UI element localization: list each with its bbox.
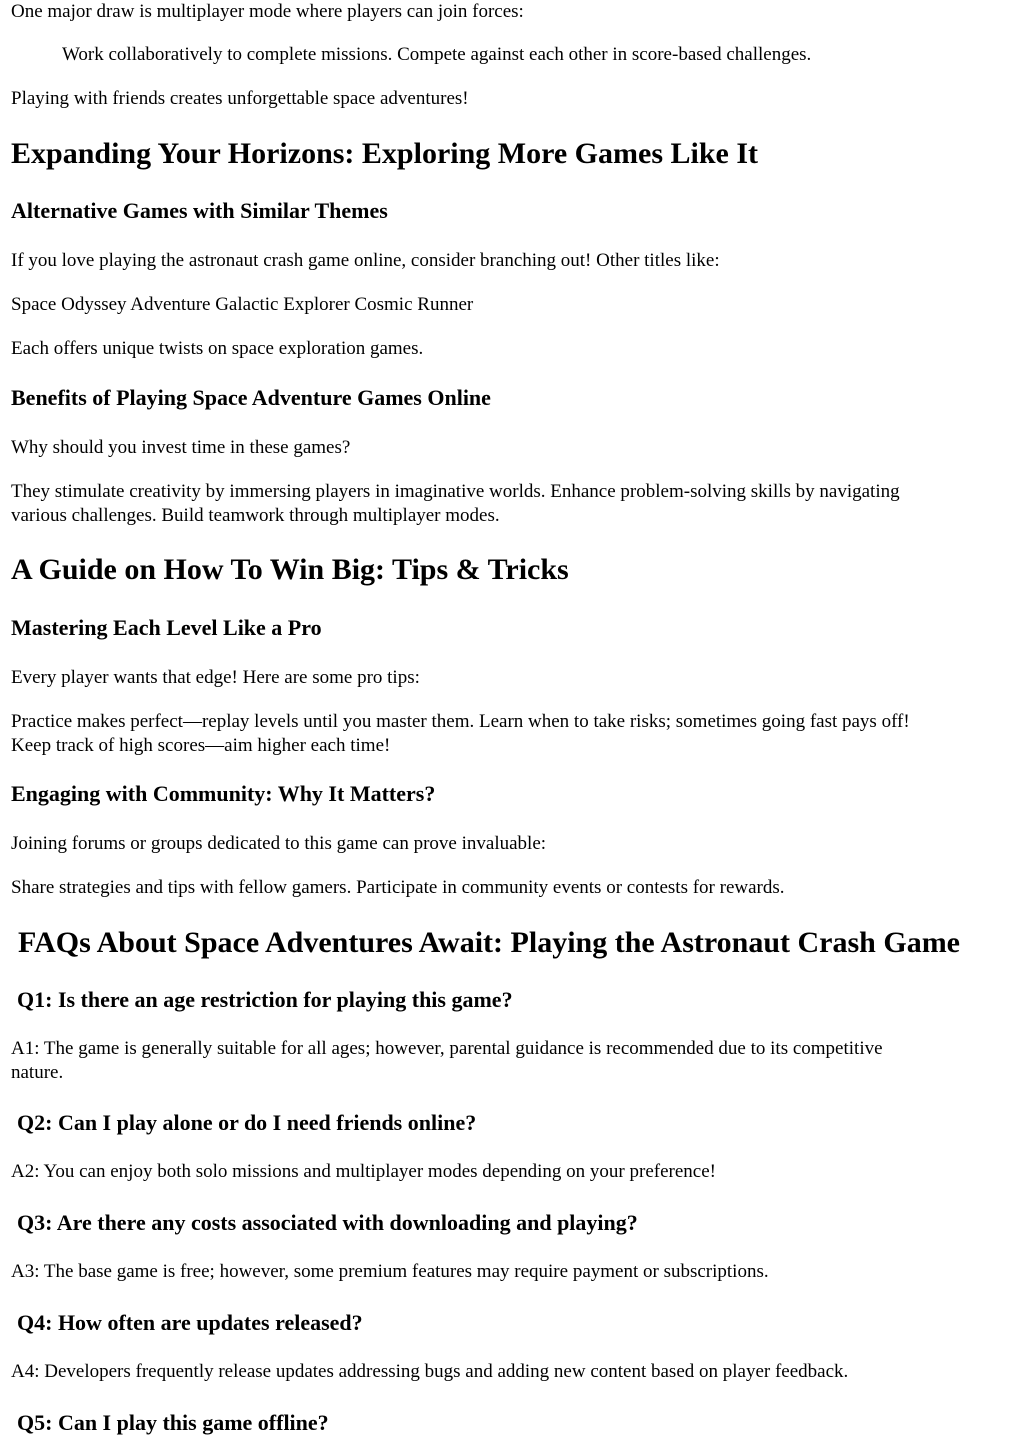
heading-expanding-horizons: Expanding Your Horizons: Exploring More Games Like It <box>11 137 759 170</box>
faq-answer-4: A4: Developers frequently release updates addressing bugs and adding new content based on player feedback. <box>11 1361 849 1382</box>
alt-games-paragraph: If you love playing the astronaut crash game online, consider branching out! Other titles like: <box>11 250 720 271</box>
heading-alternative-games: Alternative Games with Similar Themes <box>11 198 388 223</box>
heading-benefits: Benefits of Playing Space Adventure Games Online <box>11 385 491 410</box>
heading-guide-win-big: A Guide on How To Win Big: Tips & Tricks <box>11 553 569 586</box>
faq-question-1: Q1: Is there an age restriction for playing this game? <box>17 987 513 1012</box>
community-tips: Share strategies and tips with fellow gamers. Participate in community events or contests for rewards. <box>11 877 785 898</box>
benefits-paragraph-line-2: various challenges. Build teamwork through multiplayer modes. <box>11 505 500 526</box>
friends-paragraph: Playing with friends creates unforgettable space adventures! <box>11 88 469 109</box>
intro-paragraph: One major draw is multiplayer mode where players can join forces: <box>11 1 524 22</box>
faq-answer-1-line-2: nature. <box>11 1062 64 1083</box>
faq-answer-2: A2: You can enjoy both solo missions and multiplayer modes depending on your preference! <box>11 1161 716 1182</box>
faq-question-2: Q2: Can I play alone or do I need friends online? <box>17 1110 477 1135</box>
benefits-question: Why should you invest time in these games? <box>11 437 351 458</box>
multiplayer-blockquote: Work collaboratively to complete missions. Compete against each other in score-based challenges. <box>62 44 812 65</box>
mastering-tips-line-2: Keep track of high scores—aim higher each time! <box>11 735 391 756</box>
faq-answer-3: A3: The base game is free; however, some premium features may require payment or subscriptions. <box>11 1261 769 1282</box>
faq-question-4: Q4: How often are updates released? <box>17 1310 363 1335</box>
heading-mastering-levels: Mastering Each Level Like a Pro <box>11 615 322 640</box>
benefits-paragraph-line-1: They stimulate creativity by immersing players in imaginative worlds. Enhance problem-solving skills by navigating <box>11 481 900 502</box>
alt-games-summary: Each offers unique twists on space exploration games. <box>11 338 424 359</box>
community-intro: Joining forums or groups dedicated to this game can prove invaluable: <box>11 833 547 854</box>
mastering-tips-line-1: Practice makes perfect—replay levels until you master them. Learn when to take risks; sometimes going fast pays off! <box>11 711 910 732</box>
faq-question-3: Q3: Are there any costs associated with downloading and playing? <box>17 1210 638 1235</box>
mastering-intro: Every player wants that edge! Here are some pro tips: <box>11 667 420 688</box>
faq-question-5: Q5: Can I play this game offline? <box>17 1410 329 1435</box>
faq-answer-1-line-1: A1: The game is generally suitable for all ages; however, parental guidance is recommended due to its competitive <box>11 1038 883 1059</box>
heading-community: Engaging with Community: Why It Matters? <box>11 781 436 806</box>
alt-games-titles: Space Odyssey Adventure Galactic Explorer Cosmic Runner <box>11 294 474 315</box>
heading-faqs: FAQs About Space Adventures Await: Playing the Astronaut Crash Game <box>18 926 960 959</box>
